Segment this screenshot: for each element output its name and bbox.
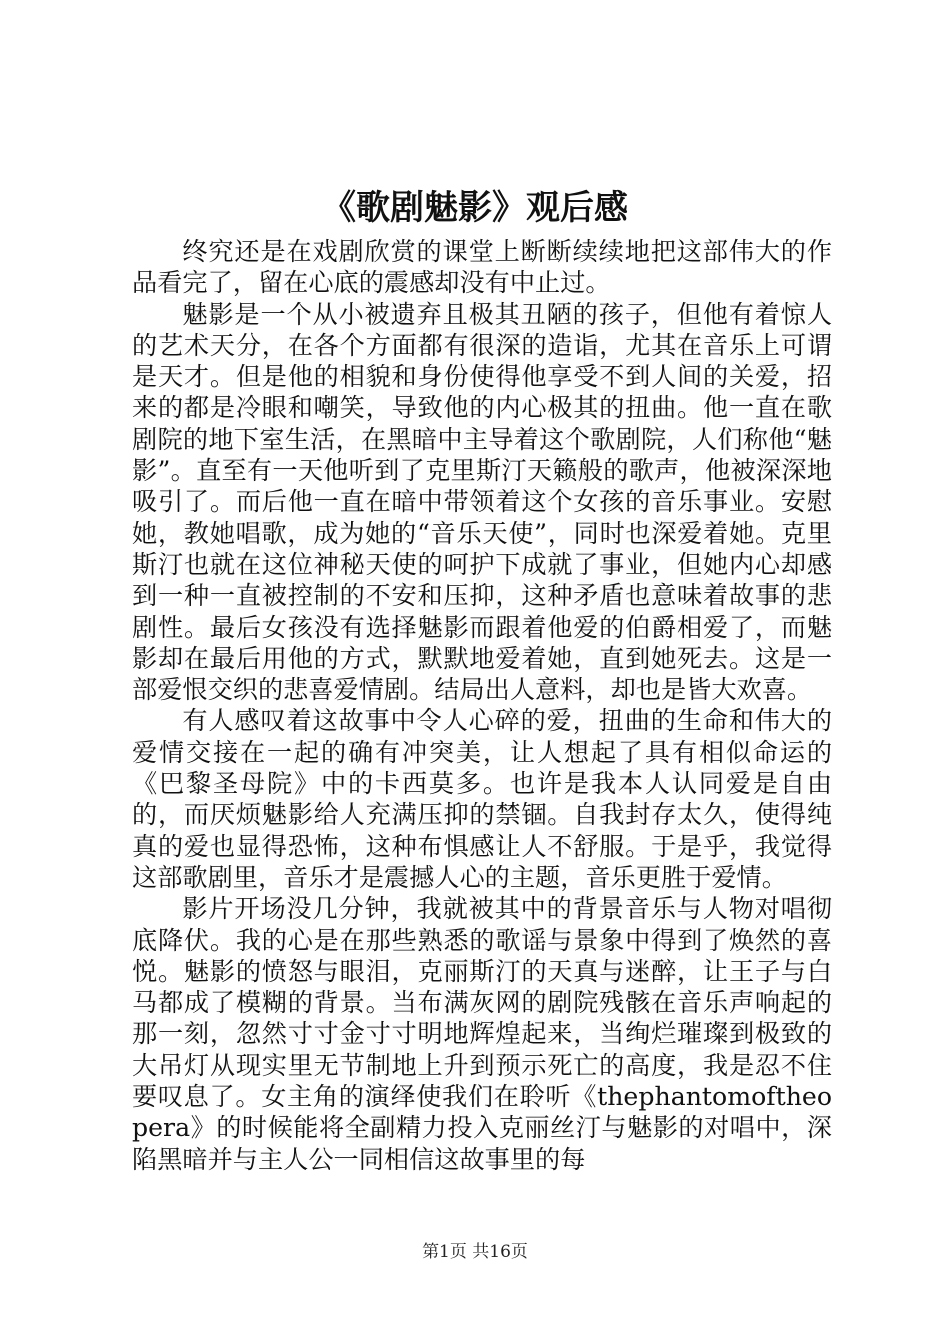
paragraph-1: 终究还是在戏剧欣赏的课堂上断断续续地把这部伟大的作品看完了，留在心底的震感却没有中止过。	[132, 237, 832, 298]
document-body	[132, 236, 832, 1175]
document-title: 《歌剧魅影》观后感	[322, 188, 628, 228]
paragraph-2: 魅影是一个从小被遗弃且极其丑陋的孩子，但他有着惊人的艺术天分，在各个方面都有很深的造诣，尤其在音乐上可谓是天才。但是他的相貌和身份使得他享受不到人间的关爱，招来的都是冷眼和嘲笑，导致他的内心极其的扭曲。他一直在歌剧院的地下室生活，在黑暗中主导着这个歌剧院，人们称他“魅影”。直至有一天他听到了克里斯汀天籁般的歌声，他被深深地吸引了。而后他一直在暗中带领着这个女孩的音乐事业。安慰她，教她唱歌，成为她的“音乐天使”，同时也深爱着她。克里斯汀也就在这位神秘天使的呵护下成就了事业，但她内心却感到一种一直被控制的不安和压抑，这种矛盾也意味着故事的悲剧性。最后女孩没有选择魅影而跟着他爱的伯爵相爱了，而魅影却在最后用他的方式，默默地爱着她，直到她死去。这是一部爱恨交织的悲喜爱情剧。结局出人意料，却也是皆大欢喜。	[132, 299, 832, 705]
page-number-footer: 第1页 共16页	[422, 1242, 528, 1262]
paragraph-3: 有人感叹着这故事中令人心碎的爱，扭曲的生命和伟大的爱情交接在一起的确有冲突美，让人想起了具有相似命运的《巴黎圣母院》中的卡西莫多。也许是我本人认同爱是自由的，而厌烦魅影给人充满压抑的禁锢。自我封存太久，使得纯真的爱也显得恐怖，这种布惧感让人不舒服。于是乎，我觉得这部歌剧里，音乐才是震撼人心的主题，音乐更胜于爱情。	[132, 706, 832, 892]
paragraph-4: 影片开场没几分钟，我就被其中的背景音乐与人物对唱彻底降伏。我的心是在那些熟悉的歌谣与景象中得到了焕然的喜悦。魅影的愤怒与眼泪，克丽斯汀的天真与迷醉，让王子与白马都成了模糊的背景。当布满灰网的剧院残骸在音乐声响起的那一刻，忽然寸寸金寸寸明地辉煌起来，当绚烂璀璨到极致的大吊灯从现实里无节制地上升到预示死亡的高度，我是忍不住要叹息了。女主角的演绎使我们在聆听《thephantomoftheopera》的时候能将全副精力投入克丽丝汀与魅影的对唱中，深陷黑暗并与主人公一同相信这故事里的每	[132, 894, 832, 1174]
